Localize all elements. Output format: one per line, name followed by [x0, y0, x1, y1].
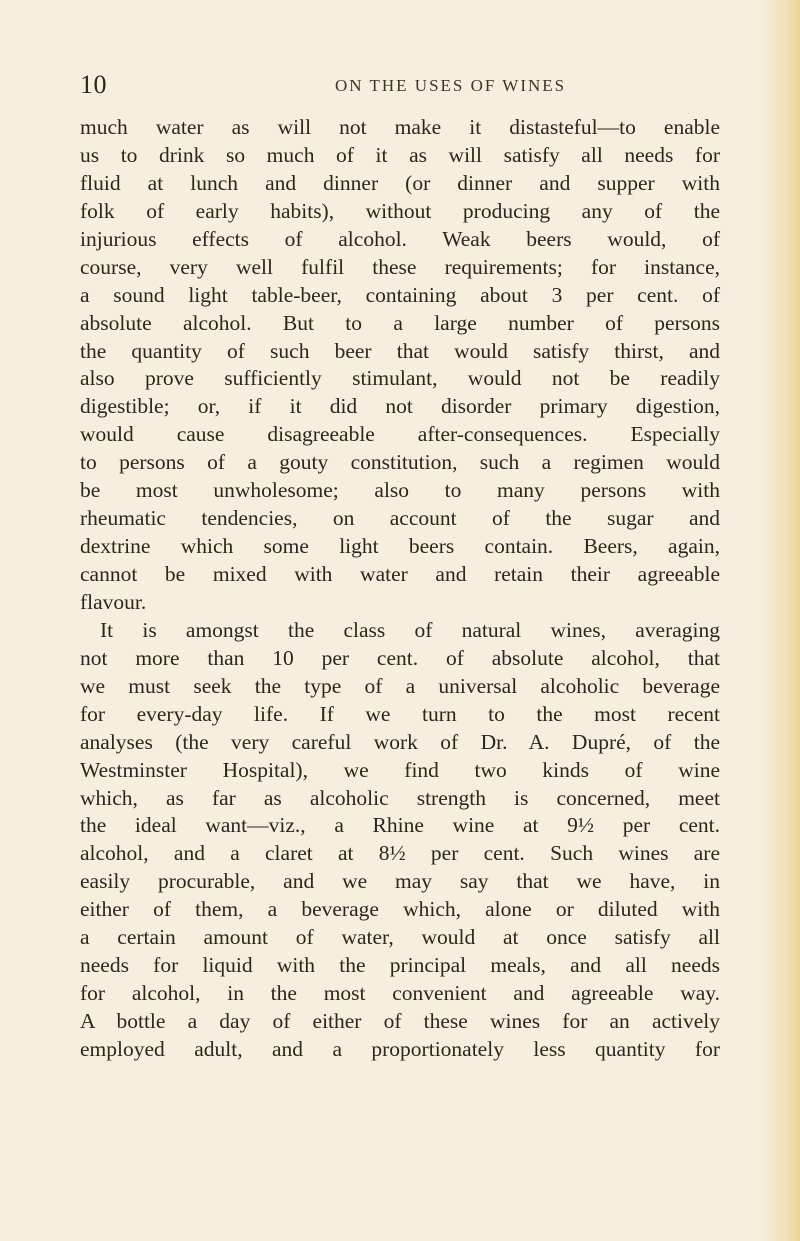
- text-line: us to drink so much of it as will satisfy all needs for: [80, 142, 720, 167]
- text-line: analyses (the very careful work of Dr. A. Dupré, of the: [80, 729, 720, 754]
- text-line: be most unwholesome; also to many persons with: [80, 478, 720, 503]
- text-line: fluid at lunch and dinner (or dinner and supper with: [80, 170, 720, 195]
- text-line: much water as will not make it distasteful—to enable: [80, 115, 720, 139]
- text-line: for every-day life. If we turn to the most recent: [80, 701, 720, 726]
- text-line: rheumatic tendencies, on account of the sugar and: [80, 506, 720, 531]
- text-line: either of them, a beverage which, alone or diluted with: [80, 897, 720, 922]
- text-line: a certain amount of water, would at once satisfy all: [80, 925, 720, 950]
- text-line: would cause disagreeable after-consequences. Especially: [80, 422, 720, 447]
- text-line: injurious effects of alcohol. Weak beers would, of: [80, 226, 720, 251]
- text-line: employed adult, and a proportionately less quantity for: [80, 1036, 720, 1061]
- text-line: for alcohol, in the most convenient and agreeable way.: [80, 981, 720, 1006]
- text-line: easily procurable, and we may say that we have, in: [80, 869, 720, 894]
- text-line: cannot be mixed with water and retain their agreeable: [80, 562, 720, 586]
- text-line: the quantity of such beer that would satisfy thirst, and: [80, 338, 720, 363]
- text-line: we must seek the type of a universal alcoholic beverage: [80, 673, 720, 698]
- text-line: Westminster Hospital), we find two kinds of wine: [80, 757, 720, 782]
- text-line: a sound light table-beer, containing about 3 per cent. of: [80, 282, 720, 307]
- text-line: absolute alcohol. But to a large number of persons: [80, 310, 720, 335]
- text-line: alcohol, and a claret at 8½ per cent. Such wines are: [80, 841, 720, 866]
- text-line: course, very well fulfil these requirements; for instance,: [80, 254, 720, 279]
- paragraph-end-line: flavour.: [80, 589, 147, 614]
- paragraph-start-line: It is amongst the class of natural wines, averaging: [100, 617, 720, 642]
- page-number: 10: [80, 70, 107, 99]
- text-line: to persons of a gouty constitution, such a regimen would: [80, 450, 720, 475]
- running-head: ON THE USES OF WINES: [335, 76, 567, 95]
- text-line: folk of early habits), without producing any of the: [80, 198, 720, 223]
- text-line: A bottle a day of either of these wines for an actively: [80, 1009, 720, 1033]
- text-line: also prove sufficiently stimulant, would not be readily: [80, 366, 720, 391]
- text-line: dextrine which some light beers contain. Beers, again,: [80, 534, 720, 559]
- text-line: not more than 10 per cent. of absolute alcohol, that: [80, 645, 720, 670]
- page-header: [80, 70, 720, 106]
- text-line: which, as far as alcoholic strength is concerned, meet: [80, 785, 720, 810]
- body-text: [80, 114, 720, 1064]
- text-line: digestible; or, if it did not disorder primary digestion,: [80, 394, 720, 419]
- text-line: the ideal want—viz., a Rhine wine at 9½ per cent.: [80, 813, 720, 838]
- text-line: needs for liquid with the principal meals, and all needs: [80, 953, 720, 978]
